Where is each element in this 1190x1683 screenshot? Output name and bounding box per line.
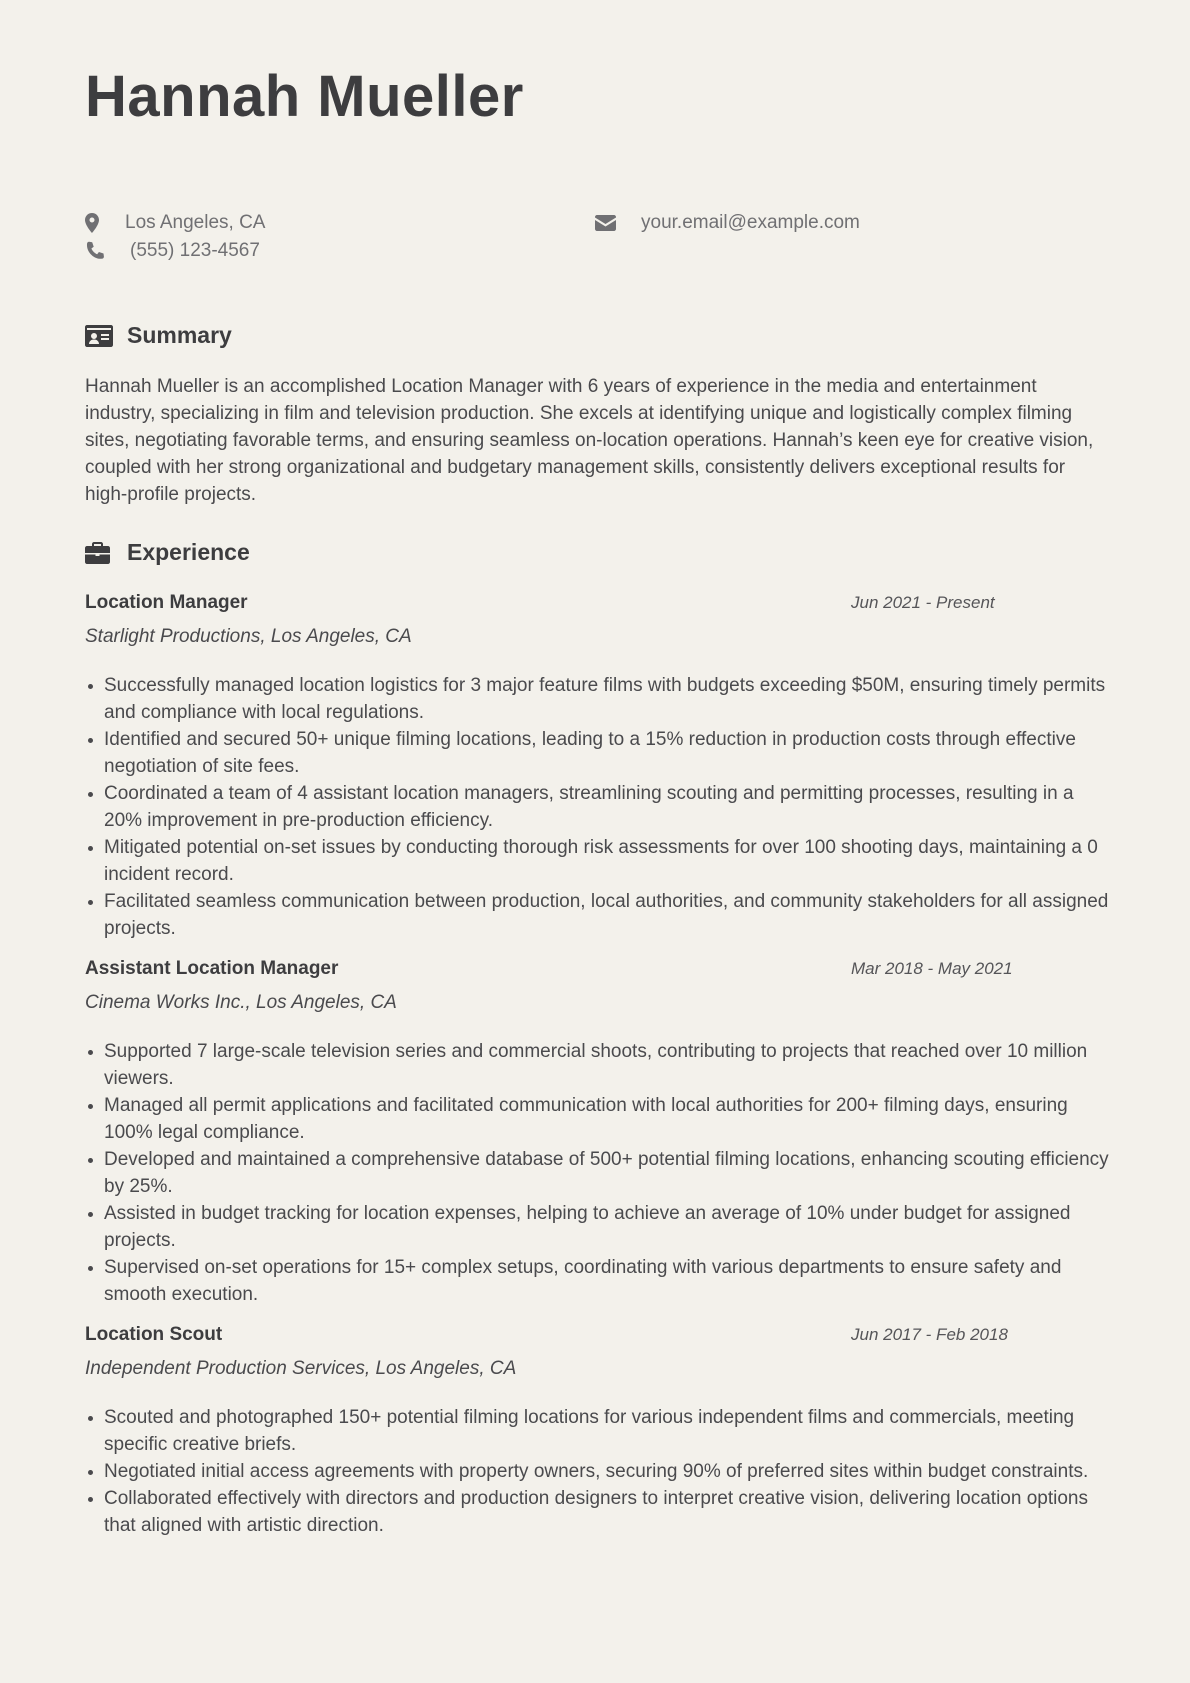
job-dates: Jun 2017 - Feb 2018: [851, 1325, 1008, 1344]
map-marker-icon: [85, 213, 125, 233]
experience-heading: [85, 539, 250, 566]
bullet-item: Successfully managed location logistics for 3 major feature films with budgets exceeding $50M, ensuring timely permits and compliance with local regulations.: [85, 672, 1110, 726]
id-card-icon: [85, 325, 127, 347]
briefcase-icon: [85, 542, 127, 564]
bullet-item: Supervised on-set operations for 15+ complex setups, coordinating with various departments to ensure safety and smooth execution.: [85, 1254, 1110, 1308]
bullet-item: Mitigated potential on-set issues by conducting thorough risk assessments for over 100 shooting days, maintaining a 0 incident record.: [85, 834, 1110, 888]
job-title: Location Scout: [85, 1324, 223, 1345]
bullet-item: Developed and maintained a comprehensive database of 500+ potential filming locations, enhancing scouting efficiency by 25%.: [85, 1146, 1110, 1200]
bullet-item: Managed all permit applications and facilitated communication with local authorities for 200+ filming days, ensuring 100% legal compliance.: [85, 1092, 1110, 1146]
job-company: Independent Production Services, Los Angeles, CA: [85, 1358, 517, 1379]
envelope-icon: [595, 215, 641, 231]
job-dates: Jun 2021 - Present: [851, 593, 995, 612]
bullet-item: Supported 7 large-scale television series and commercial shoots, contributing to projects that reached over 10 million viewers.: [85, 1038, 1110, 1092]
bullet-item: Identified and secured 50+ unique filming locations, leading to a 15% reduction in production costs through effective negotiation of site fees.: [85, 726, 1110, 780]
bullet-item: Assisted in budget tracking for location expenses, helping to achieve an average of 10% under budget for assigned projects.: [85, 1200, 1110, 1254]
job-dates: Mar 2018 - May 2021: [851, 959, 1013, 978]
job-title: Assistant Location Manager: [85, 958, 339, 979]
contact-location: [85, 212, 265, 234]
bullet-item: Coordinated a team of 4 assistant location managers, streamlining scouting and permitting processes, resulting in a 20% improvement in pre-production efficiency.: [85, 780, 1110, 834]
summary-heading: [85, 322, 232, 349]
summary-heading-label: Summary: [127, 322, 232, 348]
job-company: Cinema Works Inc., Los Angeles, CA: [85, 992, 397, 1013]
phone-icon: [85, 241, 130, 261]
job-bullets: [85, 1404, 1110, 1539]
job-bullets: [85, 1038, 1110, 1308]
bullet-item: Negotiated initial access agreements with property owners, securing 90% of preferred sites within budget constraints.: [85, 1458, 1110, 1485]
contact-phone: [85, 240, 260, 262]
job-bullets: [85, 672, 1110, 942]
phone-text: (555) 123-4567: [130, 240, 260, 261]
bullet-item: Collaborated effectively with directors and production designers to interpret creative vision, delivering location options that aligned with artistic direction.: [85, 1485, 1110, 1539]
bullet-item: Facilitated seamless communication between production, local authorities, and community stakeholders for all assigned projects.: [85, 888, 1110, 942]
job-company: Starlight Productions, Los Angeles, CA: [85, 626, 412, 647]
email-text[interactable]: your.email@example.com: [641, 212, 860, 233]
candidate-name: Hannah Mueller: [85, 64, 524, 129]
summary-text: Hannah Mueller is an accomplished Location Manager with 6 years of experience in the media and entertainment industry, specializing in film and television production. She excels at identifying unique and logistically complex filming sites, negotiating favorable terms, and ensuring seamless on-location operations. Hannah’s keen eye for creative vision, coupled with her strong organizational and budgetary management skills, consistently delivers exceptional results for high-profile projects.: [85, 376, 1094, 505]
bullet-item: Scouted and photographed 150+ potential filming locations for various independent films and commercials, meeting specific creative briefs.: [85, 1404, 1110, 1458]
experience-heading-label: Experience: [127, 539, 250, 565]
location-text: Los Angeles, CA: [125, 212, 266, 233]
job-title: Location Manager: [85, 592, 248, 613]
contact-email: [595, 212, 860, 234]
